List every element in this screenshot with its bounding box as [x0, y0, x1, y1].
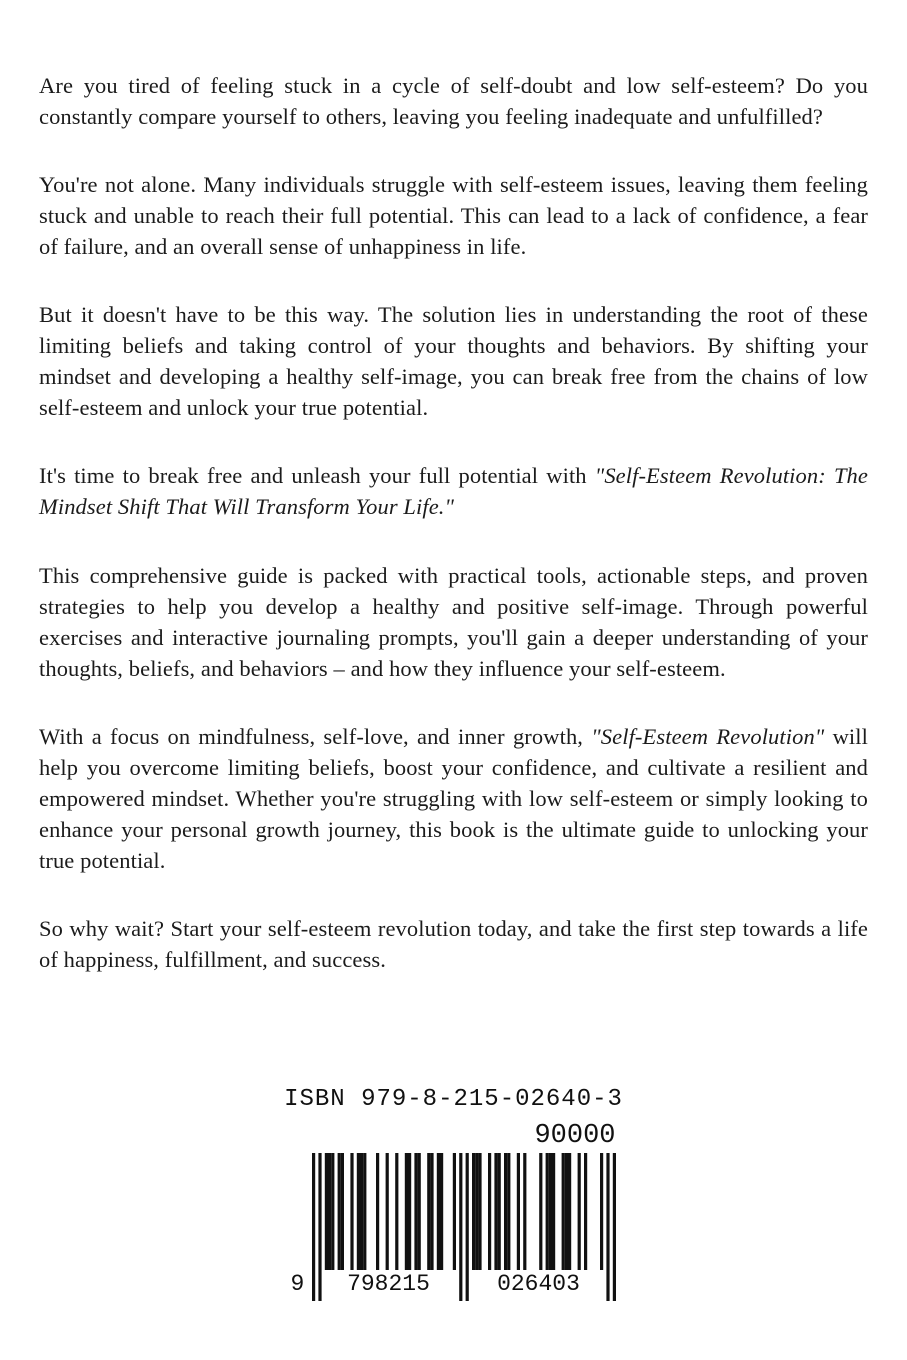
isbn-label: ISBN 979-8-215-02640-3 [284, 1086, 623, 1113]
text-segment: will help you overcome limiting beliefs, boost your confidence, and cultivate a resilient and empowered mindset. Whether you're struggling with low self-esteem or simply looking to enhance your personal growth journey, this book is the ultimate guide to unlocking your true potential. [39, 723, 868, 873]
barcode-bars-wrap [290, 1153, 616, 1301]
isbn-barcode-block [0, 1086, 907, 1305]
paragraph [39, 913, 868, 975]
paragraph [39, 721, 868, 876]
barcode-digit-group-2: 026403 [472, 1270, 606, 1298]
barcode-first-digit: 9 [290, 1271, 305, 1297]
book-title-segment: "Self-Esteem Revolution: The Mindset Shift That Will Transform Your Life." [39, 463, 868, 520]
text-segment: It's time to break free and unleash your full potential with [39, 463, 595, 489]
back-cover-blurb [39, 70, 868, 1012]
barcode-price-code: 90000 [534, 1121, 616, 1151]
text-segment: You're not alone. Many individuals struggle with self-esteem issues, leaving them feeling stuck and unable to reach their full potential. This can lead to a lack of confidence, a fear of failure, and an overall sense of unhappiness in life. [39, 172, 868, 260]
text-segment: With a focus on mindfulness, self-love, and inner growth, [39, 723, 592, 749]
paragraph [39, 299, 868, 423]
paragraph [39, 70, 868, 132]
paragraph [39, 169, 868, 262]
ean13-barcode [284, 1119, 624, 1305]
text-segment: Are you tired of feeling stuck in a cycle of self-doubt and low self-esteem? Do you constantly compare yourself to others, leaving you feeling inadequate and unfulfilled? [39, 73, 868, 130]
barcode-digit-group-1: 798215 [322, 1270, 456, 1298]
paragraph [39, 460, 868, 522]
text-segment: So why wait? Start your self-esteem revolution today, and take the first step towards a life of happiness, fulfillment, and success. [39, 915, 868, 972]
book-title-segment: "Self-Esteem Revolution" [591, 723, 825, 749]
text-segment: This comprehensive guide is packed with practical tools, actionable steps, and proven strategies to help you develop a healthy and positive self-image. Through powerful exercises and interactive journaling prompts, you'll gain a deeper understanding of your thoughts, beliefs, and behaviors – and how they influence your self-esteem. [39, 562, 868, 681]
paragraph [39, 560, 868, 684]
text-segment: But it doesn't have to be this way. The solution lies in understanding the root of these limiting beliefs and taking control of your thoughts and behaviors. By shifting your mindset and developing a healthy self-image, you can break free from the chains of low self-esteem and unlock your true potential. [39, 302, 868, 421]
